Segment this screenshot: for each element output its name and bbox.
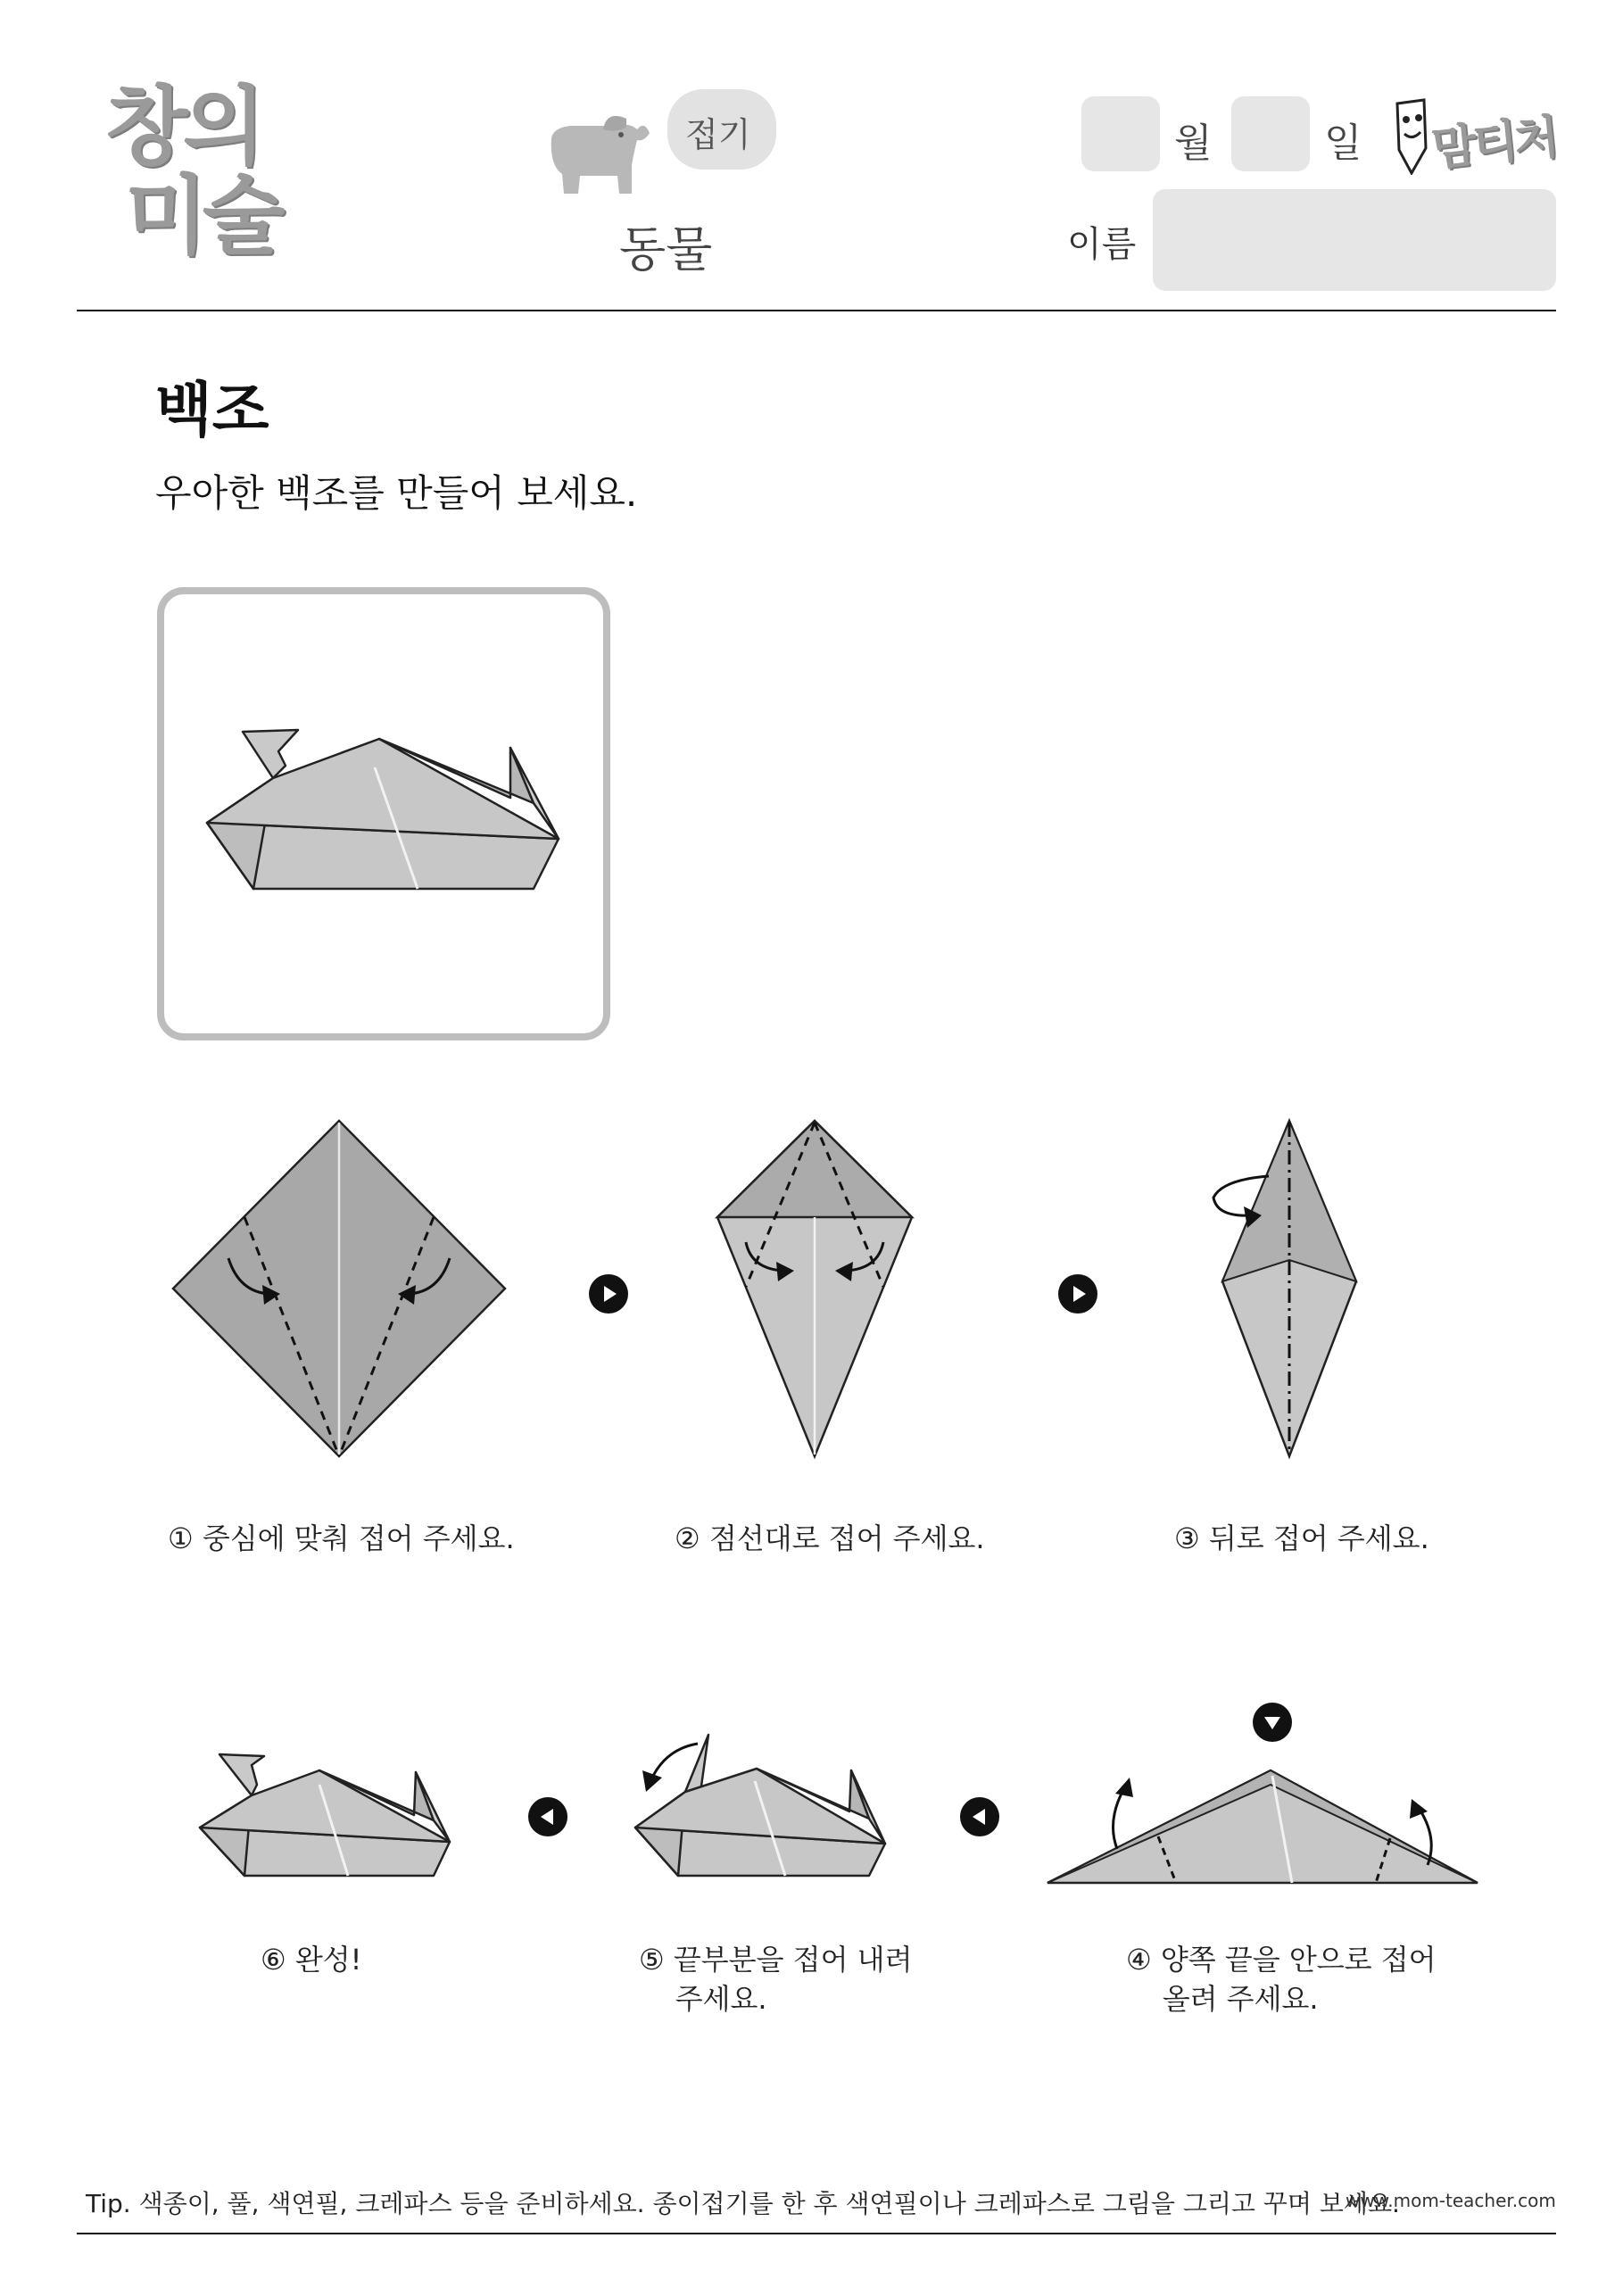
page-subtitle: 우아한 백조를 만들어 보세요. bbox=[155, 471, 638, 515]
name-label: 이름 bbox=[1067, 224, 1137, 265]
day-input[interactable] bbox=[1231, 96, 1310, 171]
step-6-caption: ⑥ 완성! bbox=[261, 1943, 362, 1977]
step-4-diagram bbox=[1044, 1749, 1481, 1892]
prev-step-arrow-icon bbox=[528, 1797, 567, 1836]
logo-line-1: 창의 bbox=[105, 77, 261, 177]
name-input[interactable] bbox=[1153, 189, 1556, 291]
elephant-icon bbox=[544, 103, 651, 201]
finished-swan-illustration bbox=[196, 714, 571, 901]
next-step-arrow-icon bbox=[1058, 1274, 1097, 1314]
prev-step-arrow-icon bbox=[960, 1797, 999, 1836]
page-title: 백조 bbox=[155, 376, 269, 444]
category-title: 동물 bbox=[619, 221, 713, 278]
step-4-caption: ④ 양쪽 끝을 안으로 접어 올려 주세요. bbox=[1126, 1943, 1437, 2016]
logo-line-2: 미술 bbox=[125, 166, 280, 266]
step-1-diagram bbox=[170, 1117, 509, 1460]
step-1-caption: ① 중심에 맞춰 접어 주세요. bbox=[168, 1521, 515, 1555]
step-2-diagram bbox=[714, 1117, 915, 1460]
step-3-caption: ③ 뒤로 접어 주세요. bbox=[1174, 1521, 1429, 1555]
down-arrow-icon bbox=[1253, 1703, 1292, 1742]
step-3-diagram bbox=[1205, 1117, 1374, 1460]
step-2-caption: ② 점선대로 접어 주세요. bbox=[675, 1521, 985, 1555]
footer-url[interactable]: www.mom-teacher.com bbox=[1346, 2190, 1556, 2211]
footer-tip: Tip. 색종이, 풀, 색연필, 크레파스 등을 준비하세요. 종이접기를 한 후 색연필이나 크레파스로 그림을 그리고 꾸며 보세요. bbox=[86, 2189, 1400, 2218]
pencil-mascot-icon bbox=[1388, 95, 1433, 175]
header-divider bbox=[77, 310, 1556, 311]
footer-divider bbox=[77, 2233, 1556, 2234]
step-6-diagram bbox=[195, 1749, 453, 1883]
step-5-diagram bbox=[630, 1719, 889, 1879]
next-step-arrow-icon bbox=[589, 1274, 628, 1314]
month-input[interactable] bbox=[1081, 96, 1160, 171]
month-label: 월 bbox=[1174, 120, 1213, 166]
brand-logo: 맘티처 bbox=[1428, 110, 1559, 178]
day-label: 일 bbox=[1324, 120, 1362, 166]
category-tag: 접기 bbox=[685, 115, 751, 154]
step-5-caption: ⑤ 끝부분을 접어 내려 주세요. bbox=[639, 1943, 913, 2016]
